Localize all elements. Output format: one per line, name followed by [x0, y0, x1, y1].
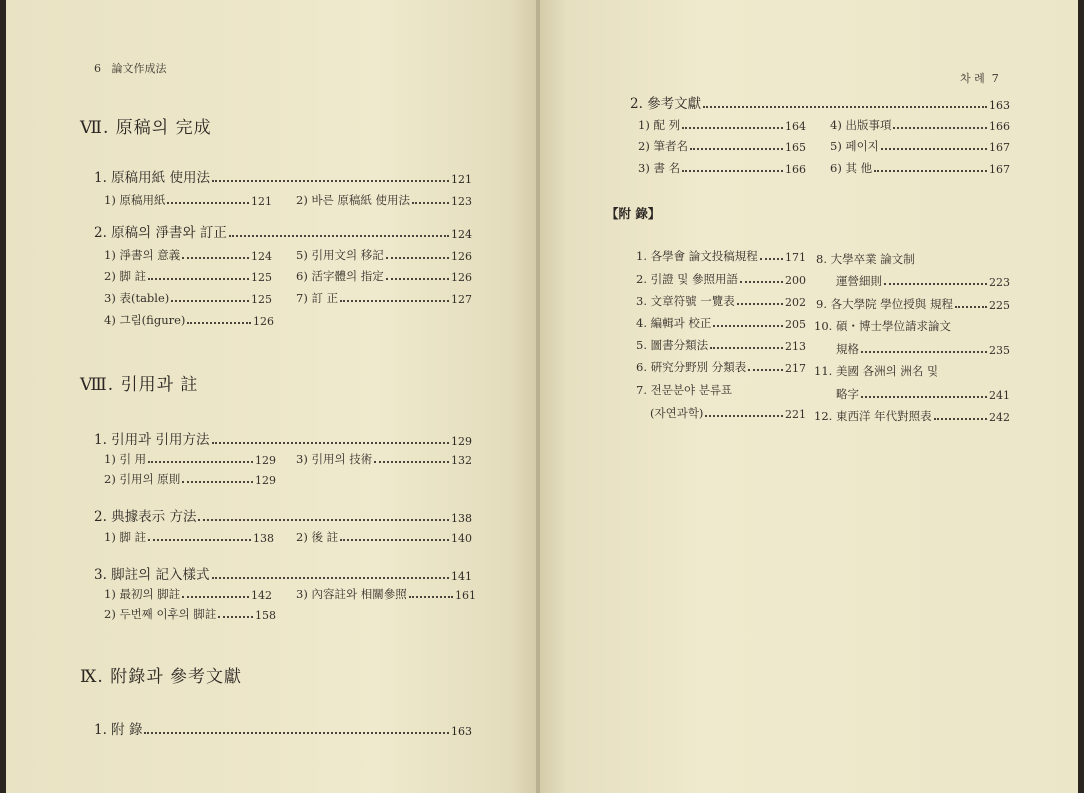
- entry-label: 2. 引證 및 參照用語: [636, 272, 739, 286]
- leader-dots: [760, 258, 783, 260]
- entry-label: 5) 페이지: [830, 139, 879, 153]
- entry-page: 205: [785, 318, 806, 331]
- leader-dots: [340, 300, 449, 302]
- toc-entry[interactable]: [296, 268, 472, 284]
- toc-entry[interactable]: [638, 117, 806, 133]
- entry-page: 235: [989, 344, 1010, 357]
- toc-section[interactable]: [94, 505, 472, 525]
- running-title: 차 례: [960, 72, 985, 85]
- entry-page: 125: [251, 293, 272, 306]
- entry-page: 129: [255, 454, 276, 467]
- entry-label: 7) 訂 正: [296, 291, 339, 305]
- entry-label: 4) 그림(figure): [104, 313, 186, 327]
- entry-label: 1) 引 用: [104, 452, 147, 466]
- section-label: 1. 附 錄: [94, 722, 143, 738]
- toc-entry[interactable]: [104, 586, 272, 602]
- entry-label: 6) 活字體의 指定: [296, 269, 384, 283]
- leader-dots: [182, 481, 253, 483]
- entry-page: 125: [251, 271, 272, 284]
- toc-entry[interactable]: [104, 312, 274, 328]
- leader-dots: [229, 235, 449, 237]
- toc-entry[interactable]: [638, 160, 806, 176]
- appendix-entry[interactable]: [636, 293, 806, 309]
- toc-entry[interactable]: [830, 117, 1010, 133]
- entry-page: 225: [989, 299, 1010, 312]
- entry-label: 1) 原稿用紙: [104, 193, 166, 207]
- toc-section[interactable]: [94, 428, 472, 448]
- section-label: 3. 脚註의 記入樣式: [94, 567, 210, 583]
- entry-label: 4) 出版事項: [830, 118, 892, 132]
- chapter-heading: Ⅶ. 原稿의 完成: [80, 118, 212, 138]
- appendix-entry[interactable]: [650, 405, 806, 421]
- leader-dots: [212, 180, 449, 182]
- entry-label: 6. 硏究分野別 分類表: [636, 360, 747, 374]
- toc-entry[interactable]: [296, 586, 476, 602]
- appendix-entry[interactable]: [836, 341, 1010, 357]
- entry-page: 127: [451, 293, 472, 306]
- running-title: 論文作成法: [111, 62, 167, 75]
- entry-label: 9. 各大學院 學位授與 規程: [816, 297, 953, 311]
- leader-dots: [737, 303, 783, 305]
- toc-section[interactable]: [94, 166, 472, 186]
- entry-page: 140: [451, 532, 472, 545]
- section-label: 1. 原稿用紙 使用法: [94, 170, 210, 186]
- appendix-entry[interactable]: 11. 美國 各洲의 洲名 및: [814, 364, 939, 378]
- entry-page: 202: [785, 296, 806, 309]
- leader-dots: [682, 127, 783, 129]
- leader-dots: [690, 148, 783, 150]
- entry-label: 5. 圖書分類法: [636, 338, 709, 352]
- leader-dots: [198, 519, 449, 521]
- leader-dots: [682, 170, 783, 172]
- entry-label: 1. 各學會 論文投稿規程: [636, 249, 758, 263]
- appendix-entry[interactable]: [836, 386, 1010, 402]
- entry-page: 223: [989, 276, 1010, 289]
- leader-dots: [705, 415, 783, 417]
- entry-page: 241: [989, 389, 1010, 402]
- appendix-entry[interactable]: [636, 359, 806, 375]
- entry-page: 221: [785, 408, 806, 421]
- leader-dots: [187, 322, 251, 324]
- section-page: 163: [451, 725, 472, 738]
- entry-label: 5) 引用文의 移記: [296, 248, 384, 262]
- leader-dots: [182, 596, 249, 598]
- section-page: 141: [451, 570, 472, 583]
- toc-entry[interactable]: [830, 160, 1010, 176]
- entry-page: 164: [785, 120, 806, 133]
- entry-label: 2) 引用의 原則: [104, 472, 181, 486]
- entry-label: 3. 文章符號 一覽表: [636, 294, 735, 308]
- section-label: 2. 參考文獻: [630, 96, 702, 112]
- entry-page: 171: [785, 251, 806, 264]
- entry-page: 167: [989, 163, 1010, 176]
- running-head-right: [960, 70, 999, 86]
- entry-page: 132: [451, 454, 472, 467]
- section-label: 2. 原稿의 淨書와 訂正: [94, 225, 227, 241]
- appendix-entry[interactable]: [636, 315, 806, 331]
- section-page: 138: [451, 512, 472, 525]
- entry-label: 2) 後 註: [296, 530, 339, 544]
- appendix-entry[interactable]: 10. 碩・博士學位請求論文: [814, 319, 951, 333]
- appendix-heading: 【附 錄】: [606, 206, 661, 221]
- entry-page: 200: [785, 274, 806, 287]
- section-page: 129: [451, 435, 472, 448]
- entry-page: 158: [255, 609, 276, 622]
- entry-page: 126: [451, 271, 472, 284]
- left-page: [6, 0, 538, 793]
- toc-entry[interactable]: [104, 471, 276, 487]
- entry-page: 126: [451, 250, 472, 263]
- appendix-entry[interactable]: 7. 전문분야 분류표: [636, 383, 733, 397]
- entry-page: 217: [785, 362, 806, 375]
- entry-label: 規格: [836, 342, 859, 356]
- entry-label: 2) 脚 註: [104, 269, 147, 283]
- toc-section[interactable]: [94, 718, 472, 738]
- entry-label: 3) 引用의 技術: [296, 452, 373, 466]
- toc-entry[interactable]: [638, 138, 806, 154]
- toc-entry[interactable]: [296, 529, 472, 545]
- right-page: [540, 0, 1078, 793]
- entry-label: 3) 書 名: [638, 161, 681, 175]
- entry-page: 213: [785, 340, 806, 353]
- toc-entry[interactable]: [104, 268, 272, 284]
- leader-dots: [874, 170, 987, 172]
- entry-page: 142: [251, 589, 272, 602]
- leader-dots: [861, 351, 987, 353]
- toc-entry[interactable]: [830, 138, 1010, 154]
- entry-page: 138: [253, 532, 274, 545]
- entry-page: 123: [451, 195, 472, 208]
- toc-section[interactable]: [94, 563, 472, 583]
- entry-page: 126: [253, 315, 274, 328]
- entry-page: 121: [251, 195, 272, 208]
- leader-dots: [144, 732, 449, 734]
- entry-label: 3) 內容註와 相關參照: [296, 587, 407, 601]
- appendix-entry[interactable]: [836, 273, 1010, 289]
- section-page: 163: [989, 99, 1010, 112]
- leader-dots: [340, 539, 449, 541]
- entry-label: 1) 最初의 脚註: [104, 587, 181, 601]
- leader-dots: [148, 461, 253, 463]
- toc-entry[interactable]: [104, 192, 272, 208]
- appendix-entry[interactable]: [814, 408, 1010, 424]
- leader-dots: [386, 257, 449, 259]
- leader-dots: [412, 202, 449, 204]
- toc-entry[interactable]: [296, 290, 472, 306]
- entry-page: 167: [989, 141, 1010, 154]
- running-head-left: [94, 60, 167, 76]
- toc-entry[interactable]: [296, 192, 472, 208]
- leader-dots: [409, 596, 453, 598]
- leader-dots: [374, 461, 449, 463]
- entry-label: 6) 其 他: [830, 161, 873, 175]
- leader-dots: [861, 396, 987, 398]
- toc-entry[interactable]: [104, 606, 276, 622]
- entry-label: 1) 配 列: [638, 118, 681, 132]
- entry-label: 1) 淨書의 意義: [104, 248, 181, 262]
- entry-label: 1) 脚 註: [104, 530, 147, 544]
- leader-dots: [934, 418, 987, 420]
- entry-label: (자연과학): [650, 406, 704, 420]
- toc-section[interactable]: [94, 221, 472, 241]
- leader-dots: [884, 283, 987, 285]
- leader-dots: [212, 577, 449, 579]
- entry-label: 2) 두번째 이후의 脚註: [104, 607, 217, 621]
- section-page: 121: [451, 173, 472, 186]
- leader-dots: [167, 202, 249, 204]
- entry-label: 2) 筆者名: [638, 139, 688, 153]
- leader-dots: [212, 442, 449, 444]
- entry-page: 129: [255, 474, 276, 487]
- appendix-entry[interactable]: [636, 337, 806, 353]
- page-number: 6: [94, 62, 101, 75]
- appendix-entry[interactable]: 8. 大學卒業 論文制: [816, 252, 915, 266]
- entry-label: 3) 表(table): [104, 291, 170, 305]
- appendix-entry[interactable]: [636, 271, 806, 287]
- section-label: 1. 引用과 引用方法: [94, 432, 210, 448]
- entry-page: 166: [785, 163, 806, 176]
- toc-entry[interactable]: [296, 451, 472, 467]
- leader-dots: [893, 127, 987, 129]
- leader-dots: [218, 616, 253, 618]
- entry-page: 124: [251, 250, 272, 263]
- leader-dots: [740, 281, 783, 283]
- leader-dots: [386, 278, 449, 280]
- toc-entry[interactable]: [296, 247, 472, 263]
- leader-dots: [148, 539, 251, 541]
- leader-dots: [182, 257, 249, 259]
- entry-label: 12. 東西洋 年代對照表: [814, 409, 932, 423]
- leader-dots: [881, 148, 987, 150]
- toc-entry[interactable]: [104, 529, 274, 545]
- leader-dots: [703, 106, 987, 108]
- leader-dots: [748, 369, 783, 371]
- toc-section[interactable]: [630, 92, 1010, 112]
- chapter-heading: Ⅸ. 附錄과 參考文獻: [80, 667, 243, 687]
- toc-entry[interactable]: [104, 247, 272, 263]
- entry-page: 242: [989, 411, 1010, 424]
- page-number: 7: [991, 72, 999, 85]
- entry-label: 略字: [836, 387, 859, 401]
- chapter-heading: Ⅷ. 引用과 註: [80, 375, 199, 395]
- toc-entry[interactable]: [104, 290, 272, 306]
- leader-dots: [171, 300, 249, 302]
- entry-page: 161: [455, 589, 476, 602]
- entry-label: 4. 編輯과 校正: [636, 316, 712, 330]
- entry-label: 運營細則: [836, 274, 882, 288]
- appendix-entry[interactable]: [636, 248, 806, 264]
- entry-label: 2) 바른 原稿紙 使用法: [296, 193, 410, 207]
- leader-dots: [955, 306, 987, 308]
- section-label: 2. 典據表示 方法: [94, 509, 197, 525]
- leader-dots: [713, 325, 783, 327]
- toc-entry[interactable]: [104, 451, 276, 467]
- entry-page: 165: [785, 141, 806, 154]
- section-page: 124: [451, 228, 472, 241]
- entry-page: 166: [989, 120, 1010, 133]
- leader-dots: [148, 278, 249, 280]
- appendix-entry[interactable]: [816, 296, 1010, 312]
- leader-dots: [710, 347, 783, 349]
